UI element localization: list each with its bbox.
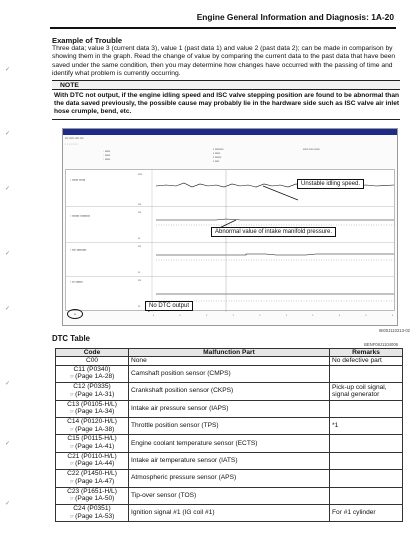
page-reference-link[interactable] [58, 443, 126, 452]
malfunction-part-cell: Intake air temperature sensor (IATS) [129, 452, 330, 469]
menu-bar: ▪▪▪ ▪▪▪▪ ▪▪▪▪ ▪▪▪ [65, 136, 84, 140]
dtc-table [55, 348, 403, 522]
channel-scale: ▪▪▪ [138, 202, 142, 206]
callout-no-dtc: No DTC output [145, 301, 193, 311]
dtc-code-cell [56, 383, 129, 400]
remarks-cell [330, 487, 403, 504]
dtc-code-cell [56, 365, 129, 382]
channel-scale: ▪▪ [138, 304, 141, 308]
channel-scale: ▪▪ [138, 270, 141, 274]
remarks-cell [330, 452, 403, 469]
channel-scale: ▪▪ [138, 236, 141, 240]
page-reference-text: (Page 1A-47) [75, 477, 115, 485]
table-row [56, 383, 403, 400]
table-row [56, 435, 403, 452]
dtc-code-cell [56, 504, 129, 521]
note-label: NOTE [52, 80, 400, 90]
table-row [56, 400, 403, 417]
dtc-code-cell [56, 487, 129, 504]
channel-scale: ▪▪▪ [138, 244, 142, 248]
isc-position-trace [156, 254, 394, 255]
malfunction-part-cell: Throttle position sensor (TPS) [129, 417, 330, 434]
page-reference-link[interactable] [58, 373, 126, 382]
callout-leader-unstable [263, 186, 298, 200]
dtc-code: C24 (P0351) [73, 504, 111, 512]
malfunction-part-cell: Camshaft position sensor (CMPS) [129, 365, 330, 382]
column-header-remarks: Remarks [330, 349, 403, 357]
dtc-code-cell: C00 [56, 357, 129, 366]
page-reference-text: (Page 1A-28) [75, 373, 115, 381]
graph-traces [66, 170, 396, 312]
pointing-hand-icon: ☞ [69, 461, 75, 468]
dtc-code-cell [56, 417, 129, 434]
dtc-code: C22 (P1450-H/L) [67, 470, 117, 478]
remarks-cell: *1 [330, 417, 403, 434]
binding-mark: ✓ [5, 251, 11, 257]
page-reference-link[interactable] [58, 426, 126, 435]
dtc-code-cell [56, 435, 129, 452]
page-reference-text: (Page 1A-41) [75, 443, 115, 451]
column-header-part: Malfunction Part [129, 349, 330, 357]
page-reference-text: (Page 1A-38) [75, 425, 115, 433]
remarks-cell: Pick-up coil signal, signal generator [330, 383, 403, 400]
channel-label: ▫ ▪▪▪▪▪▪ ▪▪▪▪▪▪▪▪ [70, 214, 90, 218]
page-reference-text: (Page 1A-44) [75, 460, 115, 468]
dtc-code: C14 (P0120-H/L) [67, 417, 117, 425]
dtc-code: C13 (P0105-H/L) [67, 400, 117, 408]
malfunction-part-cell: Intake air pressure sensor (IAPS) [129, 400, 330, 417]
table-row [56, 417, 403, 434]
note-box [52, 80, 400, 120]
example-title: Example of Trouble [52, 36, 123, 45]
malfunction-part-cell: Ignition signal #1 (IG coil #1) [129, 504, 330, 521]
remarks-cell: No defective part [330, 357, 403, 366]
page-reference-link[interactable] [58, 460, 126, 469]
dtc-table-title: DTC Table [52, 334, 90, 343]
dtc-table-code: BENF08J1104006 [364, 342, 398, 347]
dtc-code-cell [56, 452, 129, 469]
pointing-hand-icon: ☞ [69, 391, 75, 398]
data-monitor-screenshot [62, 128, 398, 326]
dtc-code: C21 (P0110-H/L) [67, 452, 117, 460]
table-row [56, 470, 403, 487]
header-title: Engine General Information and Diagnosis: 1A-20 [196, 12, 394, 22]
time-axis: ▪ ▪ ▪ ▪ ▪ ▪ ▪ ▪ ▪ ▪ [153, 313, 393, 317]
binding-mark: ✓ [5, 381, 11, 387]
column-header-code: Code [56, 349, 129, 357]
binding-mark: ✓ [5, 306, 11, 312]
header-rule [50, 27, 396, 29]
malfunction-part-cell: None [129, 357, 330, 366]
pointing-hand-icon: ☞ [69, 496, 75, 503]
callout-abnormal-pressure: Abnormal value of intake manifold pressure. [211, 227, 336, 237]
malfunction-part-cell: Crankshaft position sensor (CKPS) [129, 383, 330, 400]
options-column: ▪ ▪▪▪▪▪▪▪▪ ▪ ▪▪▪▪▪ ▪ ▪▪▪▪▪▪ ▪ ▪▪▪▪ [213, 147, 224, 163]
dtc-indicator-circle: ▪▪ [67, 309, 83, 319]
page-reference-text: (Page 1A-50) [75, 495, 115, 503]
dtc-code: C11 (P0340) [73, 365, 111, 373]
window-titlebar [63, 129, 397, 135]
malfunction-part-cell: Atmospheric pressure sensor (APS) [129, 470, 330, 487]
binding-mark: ✓ [5, 441, 11, 447]
example-paragraph: Three data; value 3 (current data 3), value 1 (past data 1) and value 2 (past data 2); can be made in comparison by showing them in the graph. Read the change of value by comparing the current data to the past data that have been saved under the same condition, then you may determine how changes have occurred with the passing of time and identify what problem is currently occurring. [52, 45, 396, 78]
channel-label: ▫ ▪▪▪ ▪▪▪▪▪▪▪▪ [70, 248, 87, 252]
channel-label: ▫ ▪▪ ▪▪▪▪▪▪ [70, 280, 83, 284]
remarks-cell [330, 470, 403, 487]
remarks-cell [330, 400, 403, 417]
dtc-code: C23 (P1651-H/L) [67, 487, 117, 495]
page-reference-link[interactable] [58, 495, 126, 504]
page-reference-link[interactable] [58, 391, 126, 400]
pointing-hand-icon: ☞ [69, 444, 75, 451]
malfunction-part-cell: Tip-over sensor (TOS) [129, 487, 330, 504]
remarks-cell: For #1 cylinder [330, 504, 403, 521]
page-reference-text: (Page 1A-31) [75, 390, 115, 398]
table-row [56, 452, 403, 469]
channel-label: ▫ ▪▪▪▪▪ ▪▪▪▪▪ [70, 178, 86, 182]
page-reference-text: (Page 1A-34) [75, 408, 115, 416]
remarks-cell [330, 365, 403, 382]
malfunction-part-cell: Engine coolant temperature sensor (ECTS) [129, 435, 330, 452]
page-reference-text: (Page 1A-53) [75, 512, 115, 520]
page-reference-link[interactable] [58, 513, 126, 522]
options-column: ◦ ▪▪▪▪▪ ◦ ▪▪▪▪▪ ◦ ▪▪▪▪▪ [103, 149, 111, 161]
table-row [56, 487, 403, 504]
intake-pressure-trace [156, 219, 394, 220]
pointing-hand-icon: ☞ [69, 426, 75, 433]
pointing-hand-icon: ☞ [69, 374, 75, 381]
table-row [56, 504, 403, 521]
remarks-cell [330, 435, 403, 452]
toolbar-strip: ▫ ▫ ▫ ▫ ▫ ▫ ▫ [65, 142, 78, 146]
pointing-hand-icon: ☞ [69, 409, 75, 416]
page-reference-link[interactable] [58, 408, 126, 417]
table-row [56, 365, 403, 382]
note-text: With DTC not output, if the engine idling speed and ISC valve stepping position are found to be abnormal than the data saved previously, the possible cause may probably lie in the hardware side such as ISC valve air inlet hose crumple, bend, etc. [52, 90, 400, 120]
graph-panel [65, 169, 395, 311]
binding-mark: ✓ [5, 501, 11, 507]
options-column: ▪▪▪▪▪ ▪▪▪▪ ▪▪▪▪▪ [303, 147, 320, 151]
channel-scale: ▪▪▪ [138, 210, 142, 214]
dtc-code-cell [56, 470, 129, 487]
binding-mark: ✓ [5, 67, 11, 73]
figure-code: I6I00J110213-02 [378, 328, 410, 333]
pointing-hand-icon: ☞ [69, 478, 75, 485]
dtc-code-cell [56, 400, 129, 417]
dtc-code: C15 (P0115-H/L) [67, 435, 117, 443]
callout-unstable-idling: Unstable idling speed. [297, 179, 364, 189]
channel-scale: ▪▪▪▪ [138, 172, 143, 176]
page-reference-link[interactable] [58, 478, 126, 487]
binding-mark: ✓ [5, 131, 11, 137]
channel-scale: ▪▪▪ [138, 278, 142, 282]
page-header [0, 12, 416, 28]
pointing-hand-icon: ☞ [69, 513, 75, 520]
binding-mark: ✓ [5, 186, 11, 192]
dtc-code: C12 (P0335) [73, 383, 111, 391]
table-row [56, 357, 403, 366]
